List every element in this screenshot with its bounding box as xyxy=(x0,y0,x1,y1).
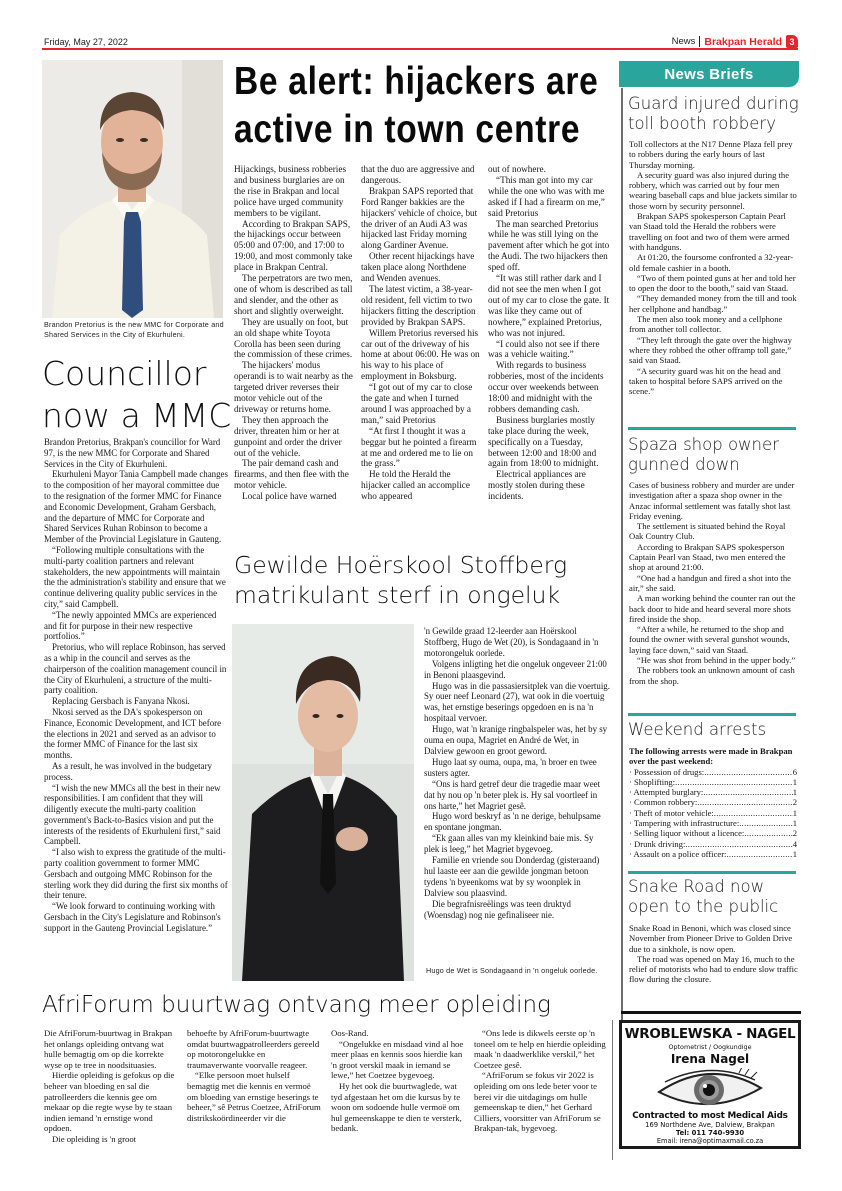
page-number: 3 xyxy=(786,35,798,48)
article-stoffberg-body xyxy=(424,626,610,920)
intro-text: The following arrests were made in Brakpan over the past weekend xyxy=(629,746,793,767)
paragraph: “Ongelukke en misdaad vind al hoe meer plaas en kennis soos hierdie kan 'n groot verskil maak in iemand se lewe,” het Coetzee bygevoeg. xyxy=(331,1038,464,1081)
arrest-item xyxy=(629,849,797,859)
arrest-label: · Common robbery: xyxy=(629,797,698,808)
paragraph: Hugo laat sy ouma, oupa, ma, 'n broer en twee susters agter. xyxy=(424,756,597,778)
paragraph: Hugo word beskryf as 'n ne derige, behulpsame en spontane jongman. xyxy=(424,811,601,833)
paragraph: “After a while, he returned to the shop and found the owner with several gunshot wounds, laying face down,” said van Staad. xyxy=(629,624,790,655)
eye-icon xyxy=(655,1068,765,1110)
arrest-count: 1 xyxy=(792,848,797,859)
headline-line: Councillor xyxy=(42,354,207,393)
ad-address: 169 Northdene Ave, Dalview, Brakpan xyxy=(645,1121,775,1129)
arrest-item xyxy=(629,808,797,818)
headline-arrests: Weekend arrests xyxy=(628,720,767,739)
headline-line: now a MMC xyxy=(42,396,232,435)
paragraph: Willem Pretorius reversed his car out of the driveway of his home at about 06:00. He was on his way to his place of employment in Boksburg. xyxy=(361,327,480,382)
paragraph: The perpetrators are two men, one of whom is described as tall and slender, and the other as short and slightly overweight. xyxy=(234,273,353,316)
paragraph: Toll collectors at the N17 Denne Plaza fell prey to robbers during the early hours of last Thursday morning. xyxy=(629,139,793,170)
paragraph: Ekurhuleni Mayor Tania Campbell made changes to the composition of her mayoral committee due to the resignation of the former MMC for Finance and Economic Development, Graham Gersbach, and the departure of MMC for Corporate and Shared Services Ruhan Robinson to become a Member of the Provincial Legislature in Gauteng. xyxy=(44,469,228,545)
portrait-photo-pretorius xyxy=(42,60,223,318)
masthead xyxy=(672,35,798,48)
arrest-label: · Tampering with infrastructure: xyxy=(629,818,740,829)
headline-stoffberg xyxy=(234,550,614,610)
paragraph: The pair demand cash and firearms, and then flee with the motor vehicle. xyxy=(234,458,349,491)
paragraph: “I could also not see if there was a vehicle waiting.” xyxy=(488,338,600,360)
paragraph: At 01:20, the foursome confronted a 32-year-old female cashier in a booth. xyxy=(629,252,794,273)
arrest-item xyxy=(629,828,797,838)
paragraph: “I got out of my car to close the gate and when I turned around I was approached by a man,” said Pretorius xyxy=(361,382,473,425)
paragraph: “Ons is hard getref deur die tragedie maar weet dat hy nou op 'n beter plek is. Hy sal voortleef in ons harte,” het Magriet gesê. xyxy=(424,778,601,811)
paragraph: Volgens inligting het die ongeluk ongeveer 21:00 in Benoni plaasgevind. xyxy=(424,658,607,680)
paragraph: “AfriForum se fokus vir 2022 is opleiding om ons lede beter voor te berei vir die uitdagings om hulle gemeenskap te dien,” het Gerhard Cilliers, voorsitter van AfriForum se Brakpan-tak, bygevoeg. xyxy=(474,1070,601,1134)
paragraph: “The newly appointed MMCs are experienced and fit for purpose in their new respective portfolios.” xyxy=(44,609,217,642)
paragraph: “Ek gaan alles van my kleinkind baie mis. Sy plek is leeg,” het Magriet bygevoeg. xyxy=(424,833,594,855)
paragraph: Hugo was in die passasiersitplek van die voertuig. Sy ouer neef Leonard (27), wat ook in die voertuig was, het ernstige beserings opgedoen en is na 'n hospitaal vervoer. xyxy=(424,680,610,724)
paragraph: The robbers took an unknown amount of cash from the shop. xyxy=(629,665,795,686)
article-hijackers-col3 xyxy=(488,164,610,502)
paragraph: The road was opened on May 16, much to the relief of motorists who had to endure slow traffic flow during the closure. xyxy=(629,953,798,985)
ad-person-name: Irena Nagel xyxy=(670,1052,750,1066)
paragraph: Brakpan SAPS reported that Ford Ranger bakkies are the hijackers' vehicle of choice, but the driver of an Audi A3 was hijacked last Friday morning along Gardiner Avenue. xyxy=(361,185,478,251)
arrest-count: 1 xyxy=(792,818,797,829)
article-afriforum-col1 xyxy=(44,1028,176,1145)
brief-snake-body xyxy=(629,923,799,985)
paragraph: The hijackers' modus operandi is to wait nearby as the targeted driver reverses their motor vehicle out of the driveway or returns home. xyxy=(234,360,353,414)
headline-spaza: Spaza shop owner gunned down xyxy=(628,435,779,474)
paragraph: Die opleiding is 'n groot xyxy=(52,1133,137,1144)
article-afriforum-col4 xyxy=(474,1028,610,1134)
arrest-label: · Shoplifting: xyxy=(629,776,676,787)
arrest-item xyxy=(629,767,797,777)
headline-guard: Guard injured during toll booth robbery xyxy=(628,94,799,133)
paragraph: Snake Road in Benoni, which was closed since November from Pioneer Drive to Golden Drive due to a sinkhole, is now open. xyxy=(629,923,793,954)
arrest-count: 1 xyxy=(792,776,797,787)
ad-telephone: Tel: 011 740-9930 xyxy=(675,1129,745,1137)
news-briefs-banner: News Briefs xyxy=(619,61,799,87)
arrest-label: · Drunk driving: xyxy=(629,838,686,849)
paragraph: Local police have warned xyxy=(242,491,337,502)
photo-caption-pretorius: Brandon Pretorius is the new MMC for Corporate and Shared Services in the City of Ekurhuleni. xyxy=(44,320,224,339)
divider xyxy=(628,713,796,716)
paragraph: The men also took money and a cellphone from another toll collector. xyxy=(629,314,783,335)
arrest-label: · Theft of motor vehicle: xyxy=(629,807,714,818)
paragraph: Familie en vriende sou Donderdag (gisteraand) hul laaste eer aan die gewilde jongman betoon tydens 'n byeenkoms wat by sy woonplek in Dalview sou plaasvind. xyxy=(424,855,600,898)
paragraph: A security guard was also injured during the robbery, which was carried out by four men wearing baseball caps and blue jackets similar to those worn by security personnel. xyxy=(629,169,797,211)
paragraph: “He was shot from behind in the upper body.” xyxy=(637,655,796,666)
paragraph: Other recent hijackings have taken place along Northdene and Wenden avenues. xyxy=(361,251,475,284)
arrest-count: 6 xyxy=(792,766,797,777)
paragraph: Brandon Pretorius, Brakpan's councillor for Ward 97, is the new MMC for Corporate and Shared Services in the City of Ekurhuleni. xyxy=(44,437,221,469)
paragraph: The man searched Pretorius while he was still lying on the pavement after which he got into the Audi. The two hijackers then sped off. xyxy=(488,218,610,273)
paragraph: Pretorius, who will replace Robinson, has served as a whip in the council and serves as the chairperson of the coalition management council in the City of Ekurhuleni, a structure of the multi-party coalition. xyxy=(44,642,227,696)
headline-line: Gewilde Hoërskool Stoffberg xyxy=(234,551,568,579)
paragraph: “I also wish to express the gratitude of the multi-party coalition government to former MMC Gersbach and outgoing MMC Robinson for the sterling work they did during the first six months of their tenure. xyxy=(44,847,228,901)
arrest-count: 4 xyxy=(792,838,797,849)
arrest-count: 2 xyxy=(792,797,797,808)
paragraph: He told the Herald the hijacker called an accomplice who appeared xyxy=(361,469,470,502)
headline-line: Be alert: hijackers are xyxy=(234,60,599,103)
headline-line: matrikulant sterf in ongeluk xyxy=(234,581,561,609)
ad-profession: Optometrist / Oogkundige xyxy=(668,1043,752,1051)
paragraph: “Following multiple consultations with the multi-party coalition partners and relevant stakeholders, the new appointments will maintain the the administration's stability and ensure that we continue delivering quality public services in the city,” said Campbell. xyxy=(44,544,226,609)
paragraph: “Ons lede is dikwels eerste op 'n toneel om te help en hierdie opleiding maak 'n daadwerklike verskil,” het Coetzee gesê. xyxy=(474,1028,606,1070)
ad-business-name: WROBLEWSKA - NAGEL xyxy=(624,1026,796,1042)
paragraph: “They left through the gate over the highway where they robbed the other offramp toll gate,” said van Staad. xyxy=(629,334,792,366)
paragraph: Die AfriForum-buurtwag in Brakpan het onlangs opleiding ontvang wat hulle bemagtig om op die korrekte wyse op te tree in noodsituasies. xyxy=(44,1028,173,1070)
divider xyxy=(699,36,700,47)
paragraph: that the duo are aggressive and dangerous. xyxy=(361,164,475,185)
paragraph: “A security guard was hit on the head and taken to hospital before SAPS arrived on the scene.” xyxy=(629,365,783,397)
paragraph: “Elke persoon moet hulself bemagtig met die kennis en vermoë om bloeding van ernstige beserings te beheer,” sê Petrus Coetzee, AfriForum distrikskoördineerder vir die xyxy=(187,1070,321,1123)
brief-guard-body xyxy=(629,139,799,396)
paragraph: With regards to business robberies, most of the incidents occur over weekends between 18:00 and midnight with the robbers demanding cash. xyxy=(488,360,604,414)
paragraph: 'n Gewilde graad 12-leerder aan Hoërskool Stoffberg, Hugo de Wet (20), is Sondagaand in 'n motorongeluk oorlede. xyxy=(424,626,599,658)
paragraph: Die begrafnisreëlings was teen druktyd (Woensdag) nog nie gefinaliseer nie. xyxy=(424,898,571,920)
section-label: News xyxy=(671,36,696,47)
paragraph: “We look forward to continuing working with Gersbach in the City's Legislature and Robinson's support in the Gauteng Provincial Legislature.” xyxy=(44,901,221,933)
arrest-item xyxy=(629,818,797,828)
photo-hugo-de-wet xyxy=(232,624,414,981)
paragraph: The latest victim, a 38-year-old resident, fell victim to two hijackers fitting the description provided by Brakpan SAPS. xyxy=(361,283,476,327)
article-afriforum-col2 xyxy=(187,1028,321,1123)
issue-date: Friday, May 27, 2022 xyxy=(44,37,128,47)
headline-line: active in town centre xyxy=(234,108,581,151)
paragraph: As a result, he was involved in the budgetary process. xyxy=(44,760,212,782)
paragraph: A man working behind the counter ran out the back door to hide and heard several more shots fired inside the shop. xyxy=(629,593,796,624)
paragraph: The settlement is situated behind the Royal Oak Country Club. xyxy=(629,521,786,542)
paragraph: According to Brakpan SAPS spokesperson Captain Pearl van Staad, two men entered the shop at around 21:00. xyxy=(629,541,786,573)
arrest-count: 2 xyxy=(792,828,797,839)
arrest-label: · Selling liquor without a licence: xyxy=(629,828,745,839)
paragraph: Electrical appliances are mostly stolen during these incidents. xyxy=(488,469,586,502)
paragraph: They are usually on foot, but an old shape white Toyota Corolla has been seen during the commission of these crimes. xyxy=(234,316,353,360)
arrest-label: · Assault on a police officer: xyxy=(629,848,727,859)
paragraph: “They demanded money from the till and took her cellphone and handbag.” xyxy=(629,293,797,314)
paragraph: Hijackings, business robberies and business burglaries are on the rise in Brakpan and local police have urged community members to be vigilant. xyxy=(234,164,347,218)
paragraph: “This man got into my car while the one who was with me asked if I had a firearm on me,” said Pretorius xyxy=(488,174,605,218)
paragraph: “Two of them pointed guns at her and told her to open the door to the booth,” said van Staad. xyxy=(629,272,796,294)
paragraph: Nkosi served as the DA's spokesperson on Finance, Economic Development, and ICT before the elections in 2021 and served as an advisor to the former MMC of Finance for the last six months. xyxy=(44,706,222,761)
article-mmc-body xyxy=(44,437,228,934)
brief-spaza-body xyxy=(629,480,799,686)
publication-name: Brakpan Herald xyxy=(704,35,782,48)
paragraph: behoefte by AfriForum-buurtwagte omdat buurtwagpatrolleerders gereeld op motorongelukke en traumaverwante voorvalle reageer. xyxy=(187,1028,320,1070)
section-rule xyxy=(621,1011,801,1014)
arrests-list xyxy=(629,746,797,859)
paragraph: Hy het ook die buurtwaglede, wat tyd afgestaan het om die kursus by te woon om sodoende hulle vermoë om hul gemeenskappe te dien te versterk, bedank. xyxy=(331,1080,462,1134)
article-hijackers-col2 xyxy=(361,164,481,502)
arrest-item xyxy=(629,787,797,797)
photo-caption-hugo: Hugo de Wet is Sondagaand in 'n ongeluk oorlede. xyxy=(426,966,598,975)
paragraph: “One had a handgun and fired a shot into the air,” she said. xyxy=(629,572,791,593)
paragraph: “I wish the new MMCs all the best in their new responsibilities. I am confident that they will diligently execute the multi-party coalition government's Back-to-Basics vision and put the interests of the residents of Ekurhuleni first,” said Campbell. xyxy=(44,782,221,847)
paragraph: They then approach the driver, threaten him or her at gunpoint and order the driver out of the vehicle. xyxy=(234,414,342,458)
paragraph: Replacing Gersbach is Fanyana Nkosi. xyxy=(52,696,190,707)
arrest-label: · Attempted burglary: xyxy=(629,787,704,798)
paragraph: out of nowhere. xyxy=(488,164,546,174)
arrest-item xyxy=(629,797,797,807)
paragraph: Oos-Rand. xyxy=(331,1028,369,1038)
paragraph: Hugo, wat 'n kranige ringbalspeler was, het by sy ouma en oupa, Magriet en André de Wet, in Dalview gewoon en groot geword. xyxy=(424,724,608,756)
headline-hijackers xyxy=(234,58,612,154)
arrest-count: 1 xyxy=(792,807,797,818)
column-rule xyxy=(612,1020,613,1160)
ad-email: Email: irena@optimaxmail.co.za xyxy=(656,1137,764,1145)
arrest-count: 1 xyxy=(792,787,797,798)
divider xyxy=(628,871,796,874)
arrest-label: · Possession of drugs: xyxy=(629,766,705,777)
divider xyxy=(628,427,796,430)
article-afriforum-col3 xyxy=(331,1028,465,1134)
paragraph: Hierdie opleiding is gefokus op die beheer van bloeding en sal die patrolleerders die kennis gee om mekaar op die regte wyse by te staan indien iemand 'n ernstige wond opdoen. xyxy=(44,1070,175,1134)
news-briefs-rule xyxy=(621,88,623,1020)
headline-afriforum: AfriForum buurtwag ontvang meer opleiding xyxy=(42,992,551,1018)
article-hijackers-col1 xyxy=(234,164,354,502)
paragraph: “At first I thought it was a beggar but he pointed a firearm at me and ordered me to lie on the grass.” xyxy=(361,425,477,469)
arrest-item xyxy=(629,839,797,849)
paragraph: According to Brakpan SAPS, the hijackings occur between 05:00 and 07:00, and 17:00 to 19:00, and most commonly take place in Brakpan Central. xyxy=(234,218,353,273)
header-rule xyxy=(42,48,798,50)
ad-tagline: Contracted to most Medical Aids xyxy=(632,1111,788,1121)
arrest-item xyxy=(629,777,797,787)
paragraph: Cases of business robbery and murder are under investigation after a spaza shop owner in the Anzac informal settlement was fatally shot last Friday evening. xyxy=(629,480,795,521)
arrests-intro: The following arrests were made in Brakpan over the past weekend: xyxy=(629,746,793,767)
headline-snake-road: Snake Road now open to the public xyxy=(628,877,779,916)
paragraph: “It was still rather dark and I did not see the men when I got out of my car to close the gate. It was like they came out of nowhere,” explained Pretorius, who was not injured. xyxy=(488,273,610,338)
paragraph: Business burglaries mostly take place during the week, specifically on a Tuesday, between 12:00 and 18:00 and again from 18:00 to midnight. xyxy=(488,414,599,469)
advert-optometrist xyxy=(619,1020,801,1149)
paragraph: Brakpan SAPS spokesperson Captain Pearl van Staad told the Herald the robbers were travelling on foot and two of them were armed with handguns. xyxy=(629,211,790,252)
headline-councillor xyxy=(42,353,231,437)
